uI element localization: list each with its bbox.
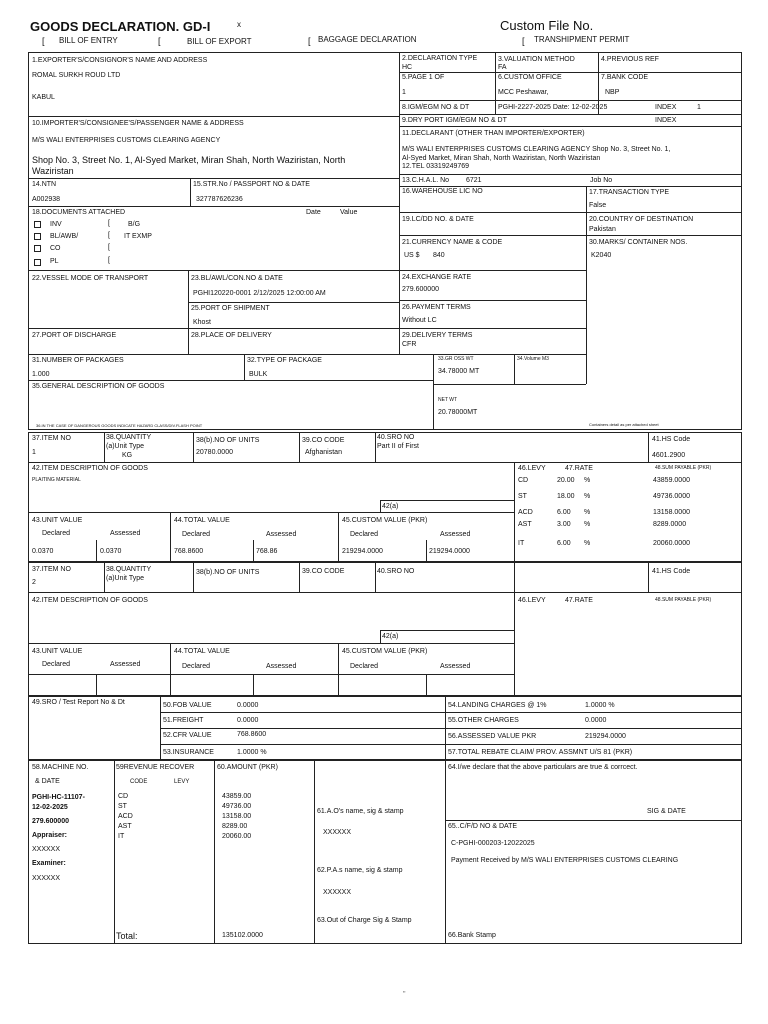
fob-label: 50.FOB VALUE (163, 702, 212, 709)
item2-no-label: 37.ITEM NO (32, 566, 71, 573)
deliv-terms-value: CFR (402, 341, 417, 348)
item2-hs-label: 41.HS Code (652, 568, 691, 575)
gross-wt-value: 34.78000 MT (438, 368, 480, 375)
pl-bracket: [ (108, 257, 110, 264)
exporter-label: 1.EXPORTER'S/CONSIGNOR'S NAME AND ADDRESS (32, 57, 208, 64)
total-value: 135102.0000 (222, 932, 263, 939)
item1-uv-ass-value: 0.0370 (100, 548, 122, 555)
x-mark: x (237, 20, 241, 29)
item1-cv-declared: Declared (350, 531, 379, 538)
currency-label: 21.CURRENCY NAME & CODE (402, 239, 503, 246)
importer-name: M/S WALI ENTERPRISES CUSTOMS CLEARING AGENCY (32, 137, 221, 144)
item2-desc-label: 42.ITEM DESCRIPTION OF GOODS (32, 597, 148, 604)
exch-label: 24.EXCHANGE RATE (402, 274, 472, 281)
itex-bracket: [ (108, 232, 110, 239)
bracket-transhipment: [ (522, 36, 525, 46)
sig-date-label: SIG & DATE (647, 808, 686, 815)
item2-qty-label: 38.QUANTITY (106, 566, 152, 573)
landing-label: 54.LANDING CHARGES @ 1% (448, 702, 547, 709)
country-dest-value: Pakistan (589, 226, 616, 233)
rev-code-3: AST (118, 823, 132, 830)
machine-label: 58.MACHINE NO. (32, 764, 89, 771)
igm-label: 8.IGM/EGM NO & DT (402, 104, 470, 111)
co-bracket: [ (108, 244, 110, 251)
assessed-value-value: 219294.0000 (585, 733, 626, 740)
rev-amount-2: 13158.00 (222, 813, 252, 820)
item2-cv-declared: Declared (350, 663, 379, 670)
importer-address-2: Waziristan (32, 166, 74, 176)
hazard-note: 36.IN THE CASE OF DANGEROUS GOODS INDICATE HAZARD CLASS/DIV.FLASH POINT (36, 423, 203, 428)
item1-tv-decl-value: 768.8600 (174, 548, 204, 555)
item2-sum-label: 48.SUM PAYABLE (PKR) (655, 597, 712, 603)
pl-checkbox[interactable] (34, 259, 41, 266)
bracket-bill-of-export: [ (158, 36, 161, 46)
bill-of-export-option: BILL OF EXPORT (187, 37, 252, 46)
exporter-city: KABUL (32, 94, 55, 101)
machine-no: PGHI-HC-11107- (32, 794, 85, 801)
rev-levy-label: LEVY (174, 779, 190, 785)
page-mark: " (403, 991, 406, 998)
port-disch-label: 27.PORT OF DISCHARGE (32, 332, 117, 339)
item1-levy-code-1: ST (518, 493, 527, 500)
item1-tv-ass-value: 768.86 (256, 548, 278, 555)
co-checkbox[interactable] (34, 245, 41, 252)
dry-port-index: INDEX (655, 117, 677, 124)
rebate-label: 57.TOTAL REBATE CLAIM/ PROV. ASSMNT U/S 81 (PKR) (448, 749, 633, 756)
landing-value: 1.0000 % (585, 702, 615, 709)
sro-test-label: 49.SRO / Test Report No & Dt (32, 699, 125, 706)
prev-ref-label: 4.PREVIOUS REF (601, 56, 659, 63)
importer-label: 10.IMPORTER'S/CONSIGNEE'S/PASSENGER NAME & ADDRESS (32, 120, 244, 127)
net-wt-label: NET WT (438, 397, 458, 403)
rev-amount-3: 8289.00 (222, 823, 248, 830)
item2-42a: 42(a) (382, 633, 399, 640)
decl-type-value: HC (402, 64, 413, 71)
item2-uv-assessed: Assessed (110, 661, 141, 668)
item1-sum-label: 48.SUM PAYABLE (PKR) (655, 465, 712, 471)
baggage-option: BAGGAGE DECLARATION (318, 35, 417, 44)
item1-levy-label: 46.LEVY (518, 465, 546, 472)
item2-uv-declared: Declared (42, 661, 71, 668)
item2-qty-sub: (a)Unit Type (106, 575, 144, 582)
item1-co-label: 39.CO CODE (302, 437, 345, 444)
item2-co-label: 39.CO CODE (302, 568, 345, 575)
appraiser-label: Appraiser: (32, 832, 68, 839)
net-wt-value: 20.78000MT (438, 409, 478, 416)
pkg-type-label: 32.TYPE OF PACKAGE (247, 357, 322, 364)
item1-cv-decl-value: 219294.0000 (342, 548, 383, 555)
item1-qty-label: 38.QUANTITY (106, 434, 152, 441)
item2-tv-assessed: Assessed (266, 663, 297, 670)
bill-of-entry-option: BILL OF ENTRY (59, 36, 118, 45)
item1-uv-label: 43.UNIT VALUE (32, 517, 83, 524)
machine-rate: 279.600000 (32, 818, 69, 825)
co-doc-label: CO (50, 245, 61, 252)
declarant-line1: M/S WALI ENTERPRISES CUSTOMS CLEARING AGENCY Shop No. 3, Street No. 1, (402, 146, 671, 153)
lc-label: 19.LC/DD NO. & DATE (402, 216, 474, 223)
marks-value: K2040 (591, 252, 612, 259)
item1-tv-declared: Declared (182, 531, 211, 538)
containers-note: Containers detail as per attached sheet (589, 422, 659, 427)
item1-cv-assessed: Assessed (440, 531, 471, 538)
custom-office-value: MCC Peshawar, (498, 89, 549, 96)
importer-address: Shop No. 3, Street No. 1, Al-Syed Market, Miran Shah, North Waziristan, North (32, 155, 346, 165)
exporter-name: ROMAL SURKH ROUD LTD (32, 72, 121, 79)
item1-levy-code-2: ACD (518, 509, 533, 516)
item1-sro-value: Part II of First (377, 443, 420, 450)
freight-value: 0.0000 (237, 717, 259, 724)
txn-type-label: 17.TRANSACTION TYPE (589, 189, 670, 196)
item2-no: 2 (32, 579, 36, 586)
item1-levy-rate-2: 6.00 (557, 509, 571, 516)
bg-bracket: [ (108, 220, 110, 227)
valuation-label: 3.VALUATION METHOD (498, 56, 575, 63)
marks-label: 30.MARKS/ CONTAINER NOS. (589, 239, 688, 246)
item1-no-label: 37.ITEM NO (32, 435, 71, 442)
item1-qty-sub: (a)Unit Type (106, 443, 144, 450)
pay-terms-label: 26.PAYMENT TERMS (402, 304, 471, 311)
fob-value: 0.0000 (237, 702, 259, 709)
pa-value: XXXXXX (323, 889, 352, 896)
item1-levy-sum-0: 43859.0000 (653, 477, 690, 484)
volume-label: 34.Volume M3 (517, 356, 549, 362)
rev-code-4: IT (118, 833, 125, 840)
docs-label: 18.DOCUMENTS ATTACHED (32, 209, 126, 216)
ntn-label: 14.NTN (32, 181, 57, 188)
payment-received: Payment Received by M/S WALI ENTERPRISES CUSTOMS CLEARING (451, 857, 679, 864)
deliv-terms-label: 29.DELIVERY TERMS (402, 332, 473, 339)
item1-levy-rate-1: 18.00 (557, 493, 575, 500)
cfr-value: 768.8600 (237, 731, 267, 738)
declarant-label: 11.DECLARANT (OTHER THAN IMPORTER/EXPORTER) (402, 130, 585, 137)
str-label: 15.STR.No / PASSPORT NO & DATE (193, 181, 310, 188)
docs-value: Value (340, 209, 358, 216)
item2-tv-declared: Declared (182, 663, 211, 670)
ao-label: 61.A.O's name, sig & stamp (317, 808, 404, 815)
igm-index-label: INDEX (655, 104, 677, 111)
insurance-value: 1.0000 % (237, 749, 267, 756)
port-ship-label: 25.PORT OF SHIPMENT (191, 305, 270, 312)
bank-code-value: NBP (605, 89, 620, 96)
item2-tv-label: 44.TOTAL VALUE (174, 648, 230, 655)
packages-label: 31.NUMBER OF PACKAGES (32, 357, 124, 364)
txn-type-value: False (589, 202, 607, 209)
custom-office-label: 6.CUSTOM OFFICE (498, 74, 562, 81)
bank-stamp-label: 66.Bank Stamp (448, 932, 496, 939)
freight-label: 51.FREIGHT (163, 717, 204, 724)
item1-hs-label: 41.HS Code (652, 436, 691, 443)
item1-co-value: Afghanistan (305, 449, 342, 456)
transhipment-option: TRANSHIPMENT PERMIT (534, 35, 630, 44)
rev-amount-0: 43859.00 (222, 793, 252, 800)
item2-cv-assessed: Assessed (440, 663, 471, 670)
item1-levy-rate-3: 3.00 (557, 521, 571, 528)
examiner-value: XXXXXX (32, 875, 61, 882)
item2-sro-label: 40.SRO NO (377, 568, 415, 575)
declaration-text: 64.I/we declare that the above particulars are true & corrcect. (448, 764, 638, 771)
ntn-value: A002938 (32, 196, 61, 203)
item2-uv-label: 43.UNIT VALUE (32, 648, 83, 655)
packages-value: 1.000 (32, 371, 50, 378)
insurance-label: 53.INSURANCE (163, 749, 214, 756)
vessel-label: 22.VESSEL MODE OF TRANSPORT (32, 275, 149, 282)
item1-levy-pct-0: % (584, 477, 591, 484)
machine-date-label: & DATE (35, 778, 60, 785)
dry-port-label: 9.DRY PORT IGM/EGM NO & DT (402, 117, 507, 124)
decl-type-label: 2.DECLARATION TYPE (402, 55, 478, 62)
item1-levy-code-4: IT (518, 540, 525, 547)
item1-uv-decl-value: 0.0370 (32, 548, 54, 555)
item1-42a: 42(a) (382, 503, 399, 510)
inv-checkbox[interactable] (34, 221, 41, 228)
warehouse-label: 16.WAREHOUSE LIC NO (402, 188, 483, 195)
item1-cv-label: 45.CUSTOM VALUE (PKR) (342, 517, 428, 524)
currency-code: US $ (404, 252, 420, 259)
rev-amount-4: 20060.00 (222, 833, 252, 840)
item1-hs-value: 4601.2900 (652, 452, 686, 459)
item1-levy-rate-0: 20.00 (557, 477, 575, 484)
item1-tv-label: 44.TOTAL VALUE (174, 517, 230, 524)
item1-tv-assessed: Assessed (266, 531, 297, 538)
item1-sro-label: 40.SRO NO (377, 434, 415, 441)
other-charges-label: 55.OTHER CHARGES (448, 717, 519, 724)
item2-units-label: 38(b).NO OF UNITS (196, 569, 260, 576)
item2-cv-label: 45.CUSTOM VALUE (PKR) (342, 648, 428, 655)
item1-uv-assessed: Assessed (110, 530, 141, 537)
item1-levy-sum-4: 20060.0000 (653, 540, 690, 547)
total-label: Total: (116, 931, 138, 941)
examiner-label: Examiner: (32, 860, 66, 867)
item1-no: 1 (32, 449, 36, 456)
appraiser-value: XXXXXX (32, 846, 61, 853)
cfd-value: C-PGHI-000203-12022025 (451, 840, 535, 847)
place-deliv-label: 28.PLACE OF DELIVERY (191, 332, 272, 339)
rev-code-0: CD (118, 793, 129, 800)
bl-label: BL/AWB/ (50, 233, 79, 240)
cfd-label: 65..C/F/D NO & DATE (448, 823, 518, 830)
rev-code-label: CODE (130, 779, 148, 785)
item1-cv-ass-value: 219294.0000 (429, 548, 470, 555)
item1-levy-code-0: CD (518, 477, 529, 484)
rev-code-1: ST (118, 803, 127, 810)
item2-levy-label: 46.LEVY (518, 597, 546, 604)
pa-label: 62.P.A.s name, sig & stamp (317, 867, 403, 874)
bracket-bill-of-entry: [ (42, 36, 45, 46)
page-value: 1 (402, 89, 406, 96)
custom-file-no-label: Custom File No. (500, 18, 594, 33)
country-dest-label: 20.COUNTRY OF DESTINATION (589, 216, 694, 223)
igm-value: PGHI-2227-2025 Date: 12-02-2025 (498, 104, 608, 111)
item1-rate-label: 47.RATE (565, 465, 593, 472)
inv-label: INV (50, 221, 62, 228)
ooc-label: 63.Out of Charge Sig & Stamp (317, 917, 412, 924)
valuation-value: FA (498, 64, 507, 71)
igm-index-value: 1 (697, 104, 701, 111)
revenue-label: 59REVENUE RECOVER (116, 764, 195, 771)
chal-label: 13.C.H.A.L. No (402, 177, 450, 184)
bracket-baggage: [ (308, 36, 311, 46)
pay-terms-value: Without LC (402, 317, 437, 324)
item1-levy-sum-2: 13158.0000 (653, 509, 690, 516)
bl-value: PGHI120220-0001 2/12/2025 12:00:00 AM (193, 290, 326, 297)
general-desc-label: 35.GENERAL DESCRIPTION OF GOODS (32, 383, 165, 390)
declarant-tel: 12.TEL 03319249769 (402, 163, 470, 170)
bg-label: B/G (128, 221, 141, 228)
amount-label: 60.AMOUNT (PKR) (217, 764, 278, 771)
item1-levy-sum-1: 49736.0000 (653, 493, 690, 500)
item2-rate-label: 47.RATE (565, 597, 593, 604)
item1-units-label: 38(b).NO OF UNITS (196, 437, 260, 444)
str-value: 327787626236 (196, 196, 243, 203)
chal-value: 6721 (466, 177, 482, 184)
page-label: 5.PAGE 1 OF (402, 74, 445, 81)
port-ship-value: Khost (193, 319, 211, 326)
item1-levy-code-3: AST (518, 521, 532, 528)
item1-uv-declared: Declared (42, 530, 71, 537)
declarant-line2: Al-Syed Market, Miran Shah, North Waziristan, North Waziristan (402, 155, 601, 162)
rev-code-2: ACD (118, 813, 133, 820)
item1-levy-pct-3: % (584, 521, 591, 528)
item1-levy-rate-4: 6.00 (557, 540, 571, 547)
cfr-label: 52.CFR VALUE (163, 732, 212, 739)
item1-desc-value: PLAITING MATERIAL (32, 477, 81, 483)
item1-levy-pct-1: % (584, 493, 591, 500)
machine-dt: 12-02-2025 (32, 804, 68, 811)
exch-value: 279.600000 (402, 286, 439, 293)
bl-label-23: 23.BL/AWL/CON.NO & DATE (191, 275, 283, 282)
assessed-value-label: 56.ASSESSED VALUE PKR (448, 733, 537, 740)
gross-wt-label: 33.GR OSS WT (438, 356, 474, 362)
other-charges-value: 0.0000 (585, 717, 607, 724)
item1-levy-pct-2: % (584, 509, 591, 516)
item1-qty-unit: KG (122, 452, 133, 459)
ao-value: XXXXXX (323, 829, 352, 836)
itex-label: IT EXMP (124, 233, 152, 240)
pl-label: PL (50, 258, 59, 265)
form-title: GOODS DECLARATION. GD-I (30, 19, 211, 34)
rev-amount-1: 49736.00 (222, 803, 252, 810)
item1-desc-label: 42.ITEM DESCRIPTION OF GOODS (32, 465, 148, 472)
docs-date: Date (306, 209, 321, 216)
item1-levy-sum-3: 8289.0000 (653, 521, 687, 528)
bl-checkbox[interactable] (34, 233, 41, 240)
bank-code-label: 7.BANK CODE (601, 74, 649, 81)
pkg-type-value: BULK (249, 371, 268, 378)
item1-levy-pct-4: % (584, 540, 591, 547)
currency-num: 840 (433, 252, 445, 259)
job-no-label: Job No (590, 177, 613, 184)
item1-units-value: 20780.0000 (196, 449, 233, 456)
